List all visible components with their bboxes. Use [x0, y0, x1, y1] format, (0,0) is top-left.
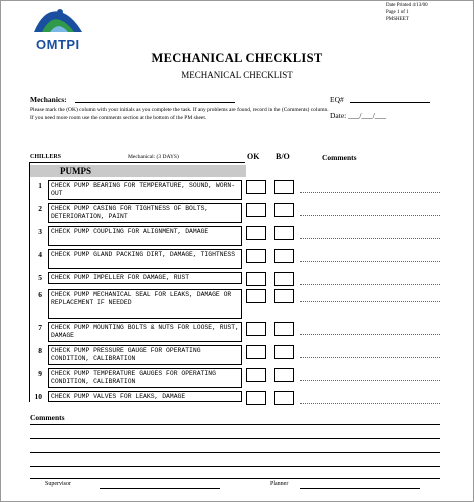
task-description: CHECK PUMP TEMPERATURE GAUGES FOR OPERATING CONDITION, CALIBRATION — [48, 368, 242, 388]
page-title: MECHANICAL CHECKLIST — [151, 51, 323, 65]
task-description: CHECK PUMP BEARING FOR TEMPERATURE, SOUND, WORN-OUT — [48, 180, 242, 200]
bo-checkbox[interactable] — [274, 180, 294, 194]
task-number: 4 — [38, 250, 42, 259]
task-description: CHECK PUMP IMPELLER FOR DAMAGE, RUST — [48, 272, 242, 284]
task-comment-field[interactable] — [300, 284, 440, 285]
ok-checkbox[interactable] — [246, 289, 266, 303]
section-interval: Mechanical: (3 DAYS) — [128, 154, 179, 160]
ok-checkbox[interactable] — [246, 391, 266, 405]
bo-checkbox[interactable] — [274, 226, 294, 240]
comments-label: Comments — [30, 413, 65, 422]
comments-line[interactable] — [30, 438, 440, 439]
task-description: CHECK PUMP GLAND PACKING DIRT, DAMAGE, TIGHTNESS — [48, 249, 242, 269]
mechanics-field[interactable] — [75, 102, 235, 103]
signature-line — [30, 478, 440, 479]
task-number: 2 — [38, 204, 42, 213]
bo-checkbox[interactable] — [274, 249, 294, 263]
task-comment-field[interactable] — [300, 215, 440, 216]
task-number: 3 — [38, 227, 42, 236]
print-date: Date Printed 4/13/00 — [386, 3, 428, 8]
task-description: CHECK PUMP PRESSURE GAUGE FOR OPERATING CONDITION, CALIBRATION — [48, 345, 242, 365]
task-comment-field[interactable] — [300, 238, 440, 239]
instructions-text: Please mark the (OK) column with your initials as you complete the task. If any problems are found, record in the (Comments) column. If you need more room use the comments section at the bottom of the PM sheet. — [30, 107, 329, 121]
mechanics-label: Mechanics: — [30, 95, 67, 104]
bo-checkbox[interactable] — [274, 391, 294, 405]
planner-label: Planner — [270, 481, 289, 487]
eq-field[interactable] — [350, 102, 430, 103]
task-number: 10 — [34, 392, 42, 401]
supervisor-field[interactable] — [100, 488, 220, 489]
task-comment-field[interactable] — [300, 357, 440, 358]
comments-column-header: Comments — [322, 153, 357, 162]
task-number: 6 — [38, 290, 42, 299]
ok-checkbox[interactable] — [246, 272, 266, 286]
task-description: CHECK PUMP VALVES FOR LEAKS, DAMAGE — [48, 391, 242, 402]
print-meta — [386, 2, 446, 23]
ok-checkbox[interactable] — [246, 345, 266, 359]
task-description: CHECK PUMP CASING FOR TIGHTNESS OF BOLTS, DETERIORATION, PAINT — [48, 203, 242, 223]
comments-line[interactable] — [30, 424, 440, 425]
date-field[interactable]: Date: ___/___/___ — [330, 111, 387, 120]
table-frame-left — [29, 162, 30, 402]
planner-field[interactable] — [300, 488, 420, 489]
task-description: CHECK PUMP COUPLING FOR ALIGNMENT, DAMAGE — [48, 226, 242, 246]
omtpi-logo-icon — [30, 2, 86, 38]
task-comment-field[interactable] — [300, 334, 440, 335]
eq-label: EQ# — [330, 95, 344, 104]
ok-checkbox[interactable] — [246, 368, 266, 382]
bo-checkbox[interactable] — [274, 322, 294, 336]
group-label: PUMPS — [60, 166, 91, 176]
task-comment-field[interactable] — [300, 261, 440, 262]
section-name: CHILLERS — [30, 154, 62, 160]
ok-checkbox[interactable] — [246, 322, 266, 336]
page-subtitle: MECHANICAL CHECKLIST — [181, 70, 293, 80]
task-number: 1 — [38, 181, 42, 190]
task-comment-field[interactable] — [300, 301, 440, 302]
ok-checkbox[interactable] — [246, 226, 266, 240]
ok-checkbox[interactable] — [246, 180, 266, 194]
bo-column-header: B/O — [276, 152, 290, 161]
ok-checkbox[interactable] — [246, 203, 266, 217]
task-description: CHECK PUMP MECHANICAL SEAL FOR LEAKS, DAMAGE OR REPLACEMENT IF NEEDED — [48, 289, 242, 319]
bo-checkbox[interactable] — [274, 272, 294, 286]
bo-checkbox[interactable] — [274, 289, 294, 303]
ok-column-header: OK — [247, 152, 260, 161]
task-number: 7 — [38, 323, 42, 332]
sheet-name: PMSHEET — [386, 17, 409, 22]
bo-checkbox[interactable] — [274, 345, 294, 359]
supervisor-label: Supervisor — [45, 481, 71, 487]
task-description: CHECK PUMP MOUNTING BOLTS & NUTS FOR LOOSE, RUST, DAMAGE — [48, 322, 242, 342]
comments-line[interactable] — [30, 466, 440, 467]
bo-checkbox[interactable] — [274, 368, 294, 382]
task-comment-field[interactable] — [300, 403, 440, 404]
bo-checkbox[interactable] — [274, 203, 294, 217]
task-number: 9 — [38, 369, 42, 378]
task-number: 5 — [38, 273, 42, 282]
task-number: 8 — [38, 346, 42, 355]
table-frame-top — [29, 162, 245, 163]
comments-line[interactable] — [30, 452, 440, 453]
ok-checkbox[interactable] — [246, 249, 266, 263]
logo-text: OMTPI — [36, 37, 80, 52]
task-comment-field[interactable] — [300, 192, 440, 193]
page-number: Page 1 of 1 — [386, 10, 409, 15]
task-comment-field[interactable] — [300, 380, 440, 381]
